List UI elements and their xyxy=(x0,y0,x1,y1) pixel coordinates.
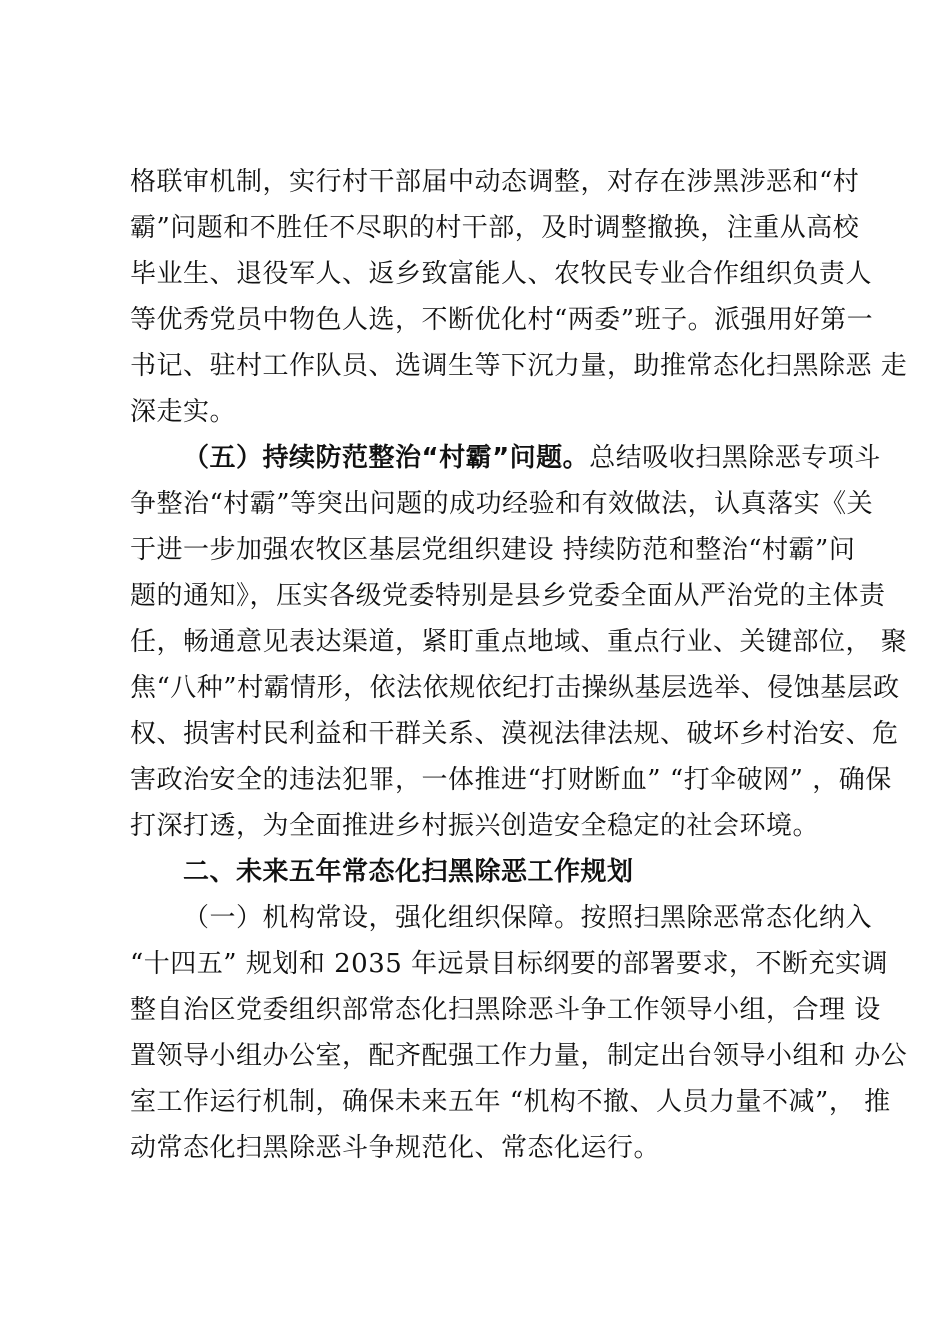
paragraph-2-line-4: 题的通知》，压实各级党委特别是县乡党委全面从严治党的主体责 xyxy=(130,581,886,611)
paragraph-2-line-6: 焦“八种”村霸情形，依法依规依纪打击操纵基层选举、侵蚀基层政 xyxy=(130,673,900,703)
paragraph-3-line-6: 动常态化扫黑除恶斗争规范化、常态化运行。 xyxy=(130,1133,661,1163)
paragraph-2-line-9: 打深打透，为全面推进乡村振兴创造安全稳定的社会环境。 xyxy=(130,811,820,841)
paragraph-2-line-5: 任，畅通意见表达渠道，紧盯重点地域、重点行业、关键部位， 聚 xyxy=(130,627,908,657)
paragraph-1-line-6: 深走实。 xyxy=(130,397,237,427)
paragraph-2-line-8: 害政治安全的违法犯罪，一体推进“打财断血” “打伞破网” ，确保 xyxy=(130,765,892,795)
paragraph-2-line-7: 权、损害村民利益和干群关系、漠视法律法规、破坏乡村治安、危 xyxy=(130,719,899,749)
paragraph-2-first-line xyxy=(183,440,883,476)
paragraph-3-first-line: （一）机构常设，强化组织保障。按照扫黑除恶常态化纳入 xyxy=(183,903,873,933)
paragraph-1-line-2: 霸”问题和不胜任不尽职的村干部，及时调整撤换，注重从高校 xyxy=(130,213,860,243)
paragraph-1-line-3: 毕业生、退役军人、返乡致富能人、农牧民专业合作组织负责人 xyxy=(130,259,873,289)
paragraph-2-first-line-rest: 总结吸收扫黑除恶专项斗 xyxy=(589,443,881,473)
paragraph-3-line-3: 整自治区党委组织部常态化扫黑除恶斗争工作领导小组，合理 设 xyxy=(130,995,881,1025)
paragraph-1-line-4: 等优秀党员中物色人选，不断优化村“两委”班子。派强用好第一 xyxy=(130,305,874,335)
paragraph-2-line-2: 争整治“村霸”等突出问题的成功经验和有效做法，认真落实《关 xyxy=(130,489,874,519)
paragraph-3-line-2: “十四五” 规划和 2035 年远景目标纲要的部署要求，不断充实调 xyxy=(130,949,889,979)
paragraph-1-line-1: 格联审机制，实行村干部届中动态调整，对存在涉黑涉恶和“村 xyxy=(130,167,860,197)
paragraph-3-line-5: 室工作运行机制，确保未来五年 “机构不撤、人员力量不减”， 推 xyxy=(130,1087,891,1117)
section-2-heading: 二、未来五年常态化扫黑除恶工作规划 xyxy=(183,857,634,887)
paragraph-3-line-4: 置领导小组办公室，配齐配强工作力量，制定出台领导小组和 办公 xyxy=(130,1041,908,1071)
paragraph-1-line-5: 书记、驻村工作队员、选调生等下沉力量，助推常态化扫黑除恶 走 xyxy=(130,351,908,381)
paragraph-2-heading: （五）持续防范整治“村霸”问题。 xyxy=(183,443,590,473)
paragraph-2-line-3: 于进一步加强农牧区基层党组织建设 持续防范和整治“村霸”问 xyxy=(130,535,856,565)
